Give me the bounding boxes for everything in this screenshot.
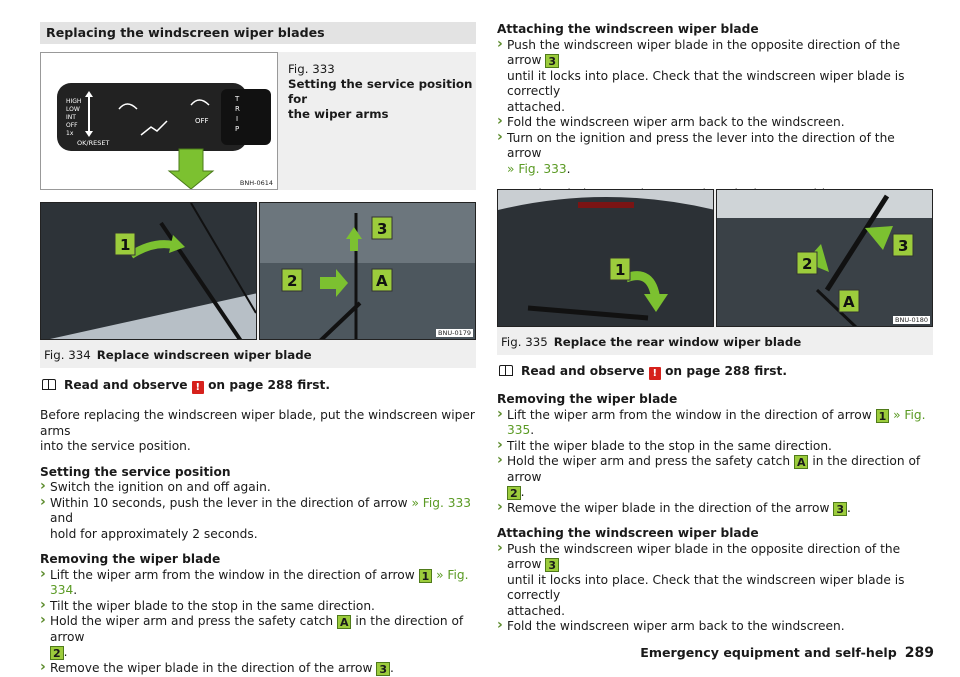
fig-333-link[interactable]: » Fig. 333 [411, 495, 472, 510]
lever-label-1x: 1x [66, 130, 74, 137]
attaching-heading-1: Attaching the windscreen wiper blade [497, 22, 759, 36]
figure-334-title: Replace windscreen wiper blade [96, 348, 312, 362]
key-2: 2 [50, 646, 64, 660]
lever-label-r: R [235, 105, 240, 113]
lever-label-t: T [235, 95, 240, 103]
book-icon [499, 365, 513, 376]
fig-333-link[interactable]: » Fig. 333 [507, 161, 567, 176]
lever-label-off: OFF [66, 122, 78, 129]
marker-1: 1 [615, 261, 626, 279]
marker-3: 3 [377, 220, 388, 238]
read-observe-notice: Read and observe ! on page 288 first. [40, 378, 476, 394]
marker-1: 1 [120, 236, 131, 254]
attaching-1-step-3: › Turn on the ignition and press the lever into the direction of the arrow » Fig. 333. [497, 131, 933, 178]
service-step-2: › Within 10 seconds, push the lever in the direction of arrow » Fig. 333 and hold for approximately 2 seconds. [40, 496, 476, 543]
left-column [40, 22, 476, 44]
rear-removing-step-3: › Hold the wiper arm and press the safety catch A in the direction of arrow 2 . [497, 454, 933, 501]
book-icon [42, 379, 56, 390]
figure-334-code: BNU-0179 [438, 329, 471, 337]
lever-label-high: HIGH [66, 98, 82, 105]
lever-label-low: LOW [66, 106, 80, 113]
rear-removing-step-2: › Tilt the wiper blade to the stop in the same direction. [497, 439, 933, 455]
figure-335-title: Replace the rear window wiper blade [553, 335, 802, 349]
wiper-lever-illustration [41, 53, 277, 189]
figure-333-caption [288, 62, 474, 122]
warning-icon: ! [649, 367, 661, 380]
key-a: A [794, 455, 809, 469]
page-number: 289 [904, 644, 934, 661]
key-3: 3 [376, 662, 390, 676]
marker-3: 3 [898, 237, 909, 255]
service-step-1: › Switch the ignition on and off again. [40, 480, 476, 496]
removing-step-2: › Tilt the wiper blade to the stop in the same direction. [40, 599, 476, 615]
fig-334-link[interactable]: » Fig. 334 [50, 567, 469, 597]
windscreen-photo-left [41, 203, 257, 340]
figure-335-number: Fig. 335 [501, 335, 548, 349]
rear-removing-step-1: › Lift the wiper arm from the window in the direction of arrow 1 » Fig. 335. [497, 408, 933, 439]
figure-334 [40, 202, 476, 368]
figure-334-image-right [259, 202, 476, 340]
figure-334-image-left [40, 202, 257, 340]
figure-334-caption [44, 348, 312, 363]
left-body [40, 378, 476, 676]
service-heading: Setting the service position [40, 464, 231, 479]
read-observe-notice: Read and observe ! on page 288 first. [497, 364, 933, 380]
key-3: 3 [545, 54, 559, 68]
marker-a: A [843, 293, 855, 311]
removing-step-4: › Remove the wiper blade in the direction of the arrow 3 . [40, 661, 476, 677]
figure-334-number: Fig. 334 [44, 348, 91, 362]
lever-label-p: P [235, 125, 240, 133]
footer-chapter-title: Emergency equipment and self-help [640, 644, 897, 660]
rear-window-photo-right [717, 190, 933, 327]
key-1: 1 [419, 569, 433, 583]
figure-335-caption [501, 335, 801, 350]
attaching-heading-2: Attaching the windscreen wiper blade [497, 526, 759, 540]
figure-335 [497, 189, 933, 355]
section-title: Replacing the windscreen wiper blades [40, 22, 476, 44]
figure-335-image-right [716, 189, 933, 327]
attaching-1-step-2: › Fold the windscreen wiper arm back to the windscreen. [497, 115, 933, 131]
removing-step-1: › Lift the wiper arm from the window in the direction of arrow 1 » Fig. 334. [40, 568, 476, 599]
figure-333 [40, 52, 476, 190]
removing-step-3: › Hold the wiper arm and press the safety catch A in the direction of arrow 2 . [40, 614, 476, 661]
right-body-bottom [497, 364, 933, 635]
figure-333-image [40, 52, 278, 190]
figure-333-title-1: Setting the service position for [288, 77, 473, 106]
lever-label-ok-reset: OK/RESET [77, 139, 110, 147]
figure-333-title-2: the wiper arms [288, 107, 389, 121]
marker-2: 2 [802, 255, 813, 273]
figure-335-image-left [497, 189, 714, 327]
removing-heading: Removing the wiper blade [40, 552, 221, 566]
figure-333-code: BNH-0614 [239, 179, 273, 187]
rear-removing-heading: Removing the wiper blade [497, 392, 678, 406]
rear-window-photo-left [498, 190, 714, 327]
fig-335-link[interactable]: » Fig. 335 [507, 407, 926, 437]
key-3: 3 [833, 502, 847, 516]
marker-2: 2 [287, 272, 298, 290]
attaching-2-step-2: › Fold the windscreen wiper arm back to the windscreen. [497, 619, 933, 635]
key-a: A [337, 615, 352, 629]
figure-333-number: Fig. 333 [288, 62, 335, 76]
attaching-2-step-1: › Push the windscreen wiper blade in the opposite direction of the arrow 3 until it locks into place. Check that the windscreen wiper blade is correctly attached. [497, 542, 933, 620]
lever-label-int: INT [66, 114, 76, 121]
lever-label-i: I [236, 115, 239, 123]
figure-335-code: BNU-0180 [895, 316, 928, 324]
warning-icon: ! [192, 381, 204, 394]
marker-a: A [376, 272, 388, 290]
page-footer [640, 645, 934, 662]
key-2: 2 [507, 486, 521, 500]
rear-removing-step-4: › Remove the wiper blade in the direction of the arrow 3 . [497, 501, 933, 517]
key-3: 3 [545, 558, 559, 572]
windscreen-photo-right [260, 203, 476, 340]
attaching-1-step-1: › Push the windscreen wiper blade in the opposite direction of the arrow 3 until it locks into place. Check that the windscreen wiper blade is correctly attached. [497, 38, 933, 116]
intro-paragraph: Before replacing the windscreen wiper blade, put the windscreen wiper arms into the service position. [40, 408, 475, 453]
lever-label-off-2: OFF [195, 117, 209, 125]
key-1: 1 [876, 409, 890, 423]
